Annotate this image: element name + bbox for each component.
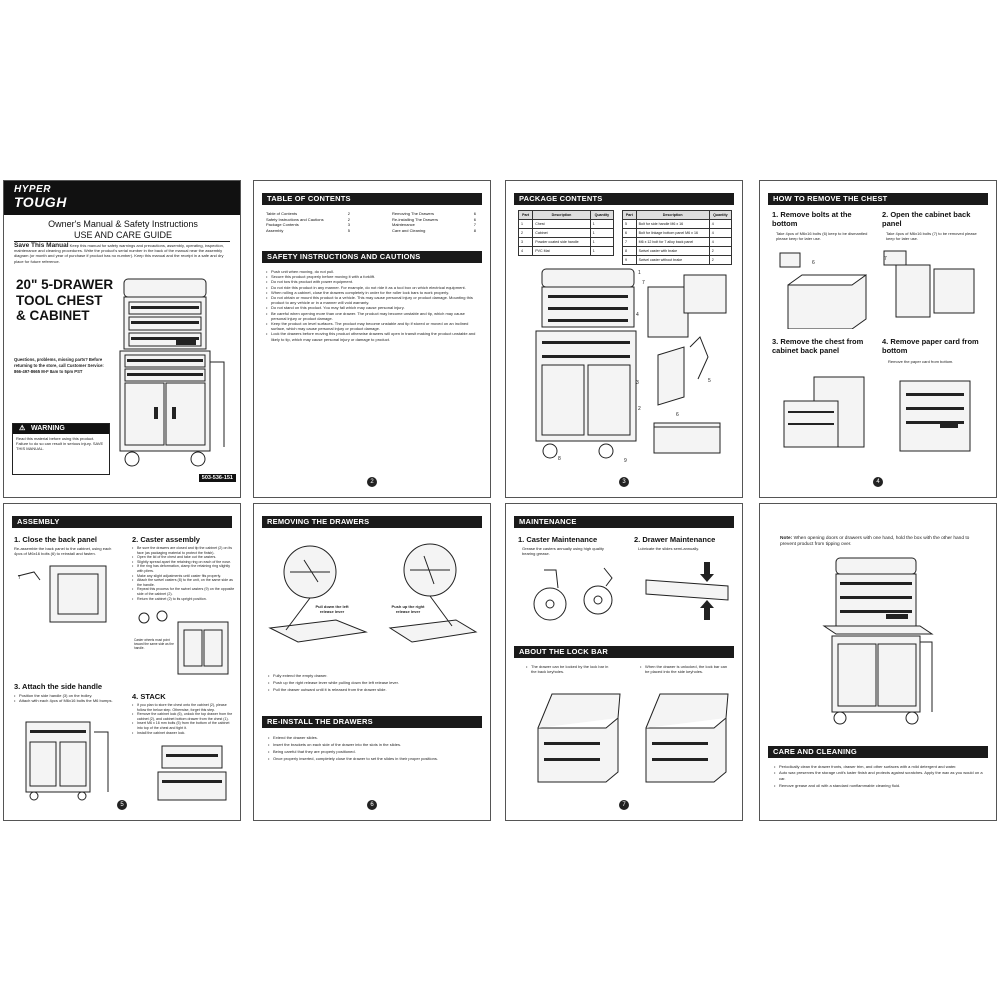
page-4 — [759, 180, 997, 498]
caster-list: • Be sure the drawers are closed and tip the cabinet (2) on its face (as packaging material to protect the finish). • Open the lid of the chest and take out the casters. • Slightly spread apart the retaining ring on each of the nose. • If the ring has deformation, clamp the retaining ring slightly with pliers. • Make any slight adjustments until caster fits properly. • Attach the swivel casters (8) to the unit, on the same side as the handle. • Repeat this process for the swivel casters (9) on the opposite side of the cabinet (2). • Return the cabinet (2) to its upright position. — [132, 546, 236, 601]
safety-header: SAFETY INSTRUCTIONS AND CAUTIONS — [262, 251, 482, 263]
step-title: 3. Attach the side handle — [14, 682, 103, 691]
note-text: When opening doors or drawers with one hand, hold the box with the other hand to prevent product from tipping over. — [780, 536, 970, 548]
col-header: Quantity — [590, 211, 613, 220]
handle-list: • Position the side handle (3) on the trolley. • Attach with each 4pcs of M6x16 bolts the M6 bumps. — [14, 693, 122, 703]
toc-entry[interactable]: Re-installing The Drawers 6 — [392, 216, 476, 222]
safety-item: • Do not ride this product in any manner. For example, do not ride it as a tool box on which electrical equipment. — [266, 285, 478, 290]
step-title: 4. STACK — [132, 692, 166, 701]
step-title: 3. Remove the chest from cabinet back panel — [772, 337, 864, 355]
left-lever-label: Pull down the left release lever — [315, 604, 349, 615]
page-6 — [253, 503, 491, 821]
toc-entry[interactable]: Safety Instructions and Cautions 2 — [266, 216, 350, 222]
lock-bar-header: ABOUT THE LOCK BAR — [514, 646, 734, 658]
warning-box — [12, 423, 110, 475]
safety-item: • Lock the drawers before moving this product otherwise drawers will open in transit making the product unstable and likely to tip, which may cause personal injury or damage to product. — [266, 331, 478, 341]
remove-chest-illustration — [774, 371, 984, 471]
removing-drawers-header: REMOVING THE DRAWERS — [262, 516, 482, 528]
manual-title: Owner's Manual & Safety Instructions — [48, 219, 198, 229]
toc-entry[interactable]: Package Contents 3 — [266, 222, 350, 228]
toc-entry[interactable]: Table of Contents 2 — [266, 211, 350, 216]
step-title: 2. Open the cabinet back panel — [882, 210, 971, 228]
step-title: 1. Close the back panel — [14, 535, 97, 544]
page-number: 2 — [367, 477, 377, 487]
product-line-2: TOOL CHEST — [16, 292, 103, 308]
col-header: Quantity — [709, 211, 731, 220]
back-panel-illustration — [14, 562, 124, 626]
callout: 6 — [676, 412, 679, 418]
note-label: Note: — [780, 536, 793, 541]
save-manual-text: Keep this manual for safety warnings and precautions, assembly, operating, inspection, maintenance and cleaning procedures. Write the product's serial number in the back of the manual near the assembly diagram (or month and year of purchase if product has no number). Keep this manual and the receipt in a safe and dry place for future reference. — [14, 243, 224, 264]
callout: 4 — [636, 312, 639, 318]
customer-service-text: Questions, problems, missing parts? Before returning to the store, call Customer Service: 866-497-8665 M-F 8am to 5pm PST — [14, 357, 104, 374]
callout: 3 — [636, 380, 639, 386]
toc-entry[interactable]: Care and Cleaning 8 — [392, 227, 476, 233]
warning-text: Read this material before using this product. Failure to do so can result in serious injury. SAVE THIS MANUAL. — [16, 436, 104, 452]
table-row: 8 Swivel caster with brake 2 — [623, 247, 732, 256]
page-7 — [505, 503, 743, 821]
remove-chest-header: HOW TO REMOVE THE CHEST — [768, 193, 988, 205]
brand-line-1: HYPER — [14, 184, 51, 195]
remove-bolts-illustration — [774, 245, 984, 329]
callout: 7 — [884, 256, 887, 262]
lock-bar-right: • When the drawer is unlocked, the lock bar can be placed into the side keyholes. — [640, 664, 728, 674]
callout: 9 — [624, 458, 627, 464]
lock-bar-left: • The drawer can be locked by the lock bar in the back keyholes. — [526, 664, 612, 674]
col-header: Description — [636, 211, 709, 220]
safety-item: • When rolling a cabinet, close the drawers completely in order for the roller lock bars to work properly. — [266, 290, 478, 295]
product-line-1: 20" 5-DRAWER — [16, 277, 114, 292]
parts-table-1 — [518, 210, 614, 256]
maintenance-header: MAINTENANCE — [514, 516, 734, 528]
care-item: • Periodically clean the drawer fronts, drawer trim, and other surfaces with a mild detergent and water. — [774, 764, 986, 770]
step-title: 2. Caster assembly — [132, 535, 200, 544]
assembly-header: ASSEMBLY — [12, 516, 232, 528]
callout: 7 — [642, 280, 645, 286]
table-row: 1 Chest 1 — [519, 220, 614, 229]
product-line-3: & CABINET — [16, 308, 90, 323]
page-number: 6 — [367, 800, 377, 810]
callout: 5 — [708, 378, 711, 384]
cover-page — [3, 180, 241, 498]
right-lever-label: Push up the right release lever — [391, 604, 425, 615]
warning-label: WARNING — [31, 425, 65, 432]
open-drawer-illustration — [820, 556, 940, 726]
safety-item: • Do not obtain or mount this product to a vehicle. This may cause personal injury or product damage. Mounting this product to any vehicle or in a manner will void warranty. — [266, 295, 478, 305]
table-row: 2 Cabinet 1 — [519, 229, 614, 238]
tipping-note — [780, 536, 980, 549]
maintenance-illustration — [518, 560, 732, 634]
table-row: 6 Bolt for linkage bottom panel M6 x 16 4 — [623, 229, 732, 238]
lock-bar-illustration — [522, 688, 732, 784]
page-number: 3 — [619, 477, 629, 487]
step-title: 1. Remove bolts at the bottom — [772, 210, 852, 228]
safety-item: • Push unit when moving, do not pull. — [266, 269, 478, 274]
table-row: 7 M6 x 12 bolt for 7 alloy back panel 4 — [623, 238, 732, 247]
table-row: 9 Swivel caster without brake 2 — [623, 256, 732, 265]
release-lever-illustration — [266, 542, 480, 652]
step-title: 2. Drawer Maintenance — [634, 535, 716, 544]
step-title: 1. Caster Maintenance — [518, 535, 598, 544]
page-number: 4 — [873, 477, 883, 487]
package-contents-header: PACKAGE CONTENTS — [514, 193, 734, 205]
safety-item: • Do not stand on this product. You may fall which may cause personal injury. — [266, 305, 478, 310]
safety-item: • Do not tow this product with power equipment. — [266, 279, 478, 284]
side-handle-illustration — [16, 712, 120, 802]
care-item: • Auto wax preserves the storage unit's luster finish and protects against scratches. Apply the wax as you would on a car. — [774, 770, 986, 782]
reinstall-header: RE-INSTALL THE DRAWERS — [262, 716, 482, 728]
col-header: Part — [623, 211, 637, 220]
brand-line-2: TOUGH — [14, 194, 67, 210]
page-8 — [759, 503, 997, 821]
reinstall-steps: • Extend the drawer slides. • Insert the brackets on each side of the drawer into the slots in the slides. • Being careful that they are properly positioned. • Once properly inserted, completely close the drawer to set the slides in their proper positions. — [268, 734, 478, 762]
callout: 1 — [638, 270, 641, 276]
toc-entry[interactable]: Assembly 5 — [266, 227, 350, 233]
save-manual-paragraph — [14, 243, 232, 264]
page-number: 7 — [619, 800, 629, 810]
toc-left — [266, 211, 350, 233]
guide-title: USE AND CARE GUIDE — [73, 230, 173, 240]
product-name — [16, 277, 113, 324]
tool-chest-illustration — [116, 277, 234, 469]
warning-header — [13, 424, 109, 434]
toc-entry[interactable]: Removing The Drawers 6 — [392, 211, 476, 216]
col-header: Part — [519, 211, 533, 220]
table-row: 5 Bolt for side handle M6 x 16 4 — [623, 220, 732, 229]
page-3 — [505, 180, 743, 498]
step-text: Take 4pcs of M6x16 bolts (7) to be removed please keep for later use. — [886, 231, 977, 242]
page-2 — [253, 180, 491, 498]
toc-right — [392, 211, 476, 233]
step-text: Take 4pcs of M6x16 bolts (6) keep to be dismantled please keep for later use. — [776, 231, 868, 242]
step-text: Lubricate the slides semi-annually. — [638, 546, 700, 551]
table-row: 3 Powder coated side handle 1 — [519, 238, 614, 247]
page-5 — [3, 503, 241, 821]
parts-diagram — [514, 267, 736, 477]
step-text: Grease the casters annually using high quality bearing grease. — [522, 546, 604, 557]
callout: 2 — [638, 406, 641, 412]
callout: 7 — [18, 575, 21, 581]
step-title: 4. Remove paper card from bottom — [882, 337, 979, 355]
col-header: Description — [533, 211, 590, 220]
care-item: • Remove grease and oil with a standard nonflammable cleaning fluid. — [774, 783, 986, 789]
table-row: 4 PVC Mat 1 — [519, 247, 614, 256]
toc-entry[interactable]: Maintenance 7 — [392, 222, 476, 228]
caster-note: Caster wheels must point toward the same side as the handle. — [134, 638, 174, 650]
care-cleaning-header: CARE AND CLEANING — [768, 746, 988, 758]
parts-table-2 — [622, 210, 732, 265]
save-manual-heading: Save This Manual — [14, 242, 69, 249]
safety-item: • Secure this product properly before moving it with a forklift. — [266, 274, 478, 279]
step-text: Re-assemble the back panel to the cabinet, using each 4pcs of M6x16 bolts (6) to reinstall and fasten. — [14, 546, 112, 557]
care-list — [774, 764, 986, 789]
warning-triangle-icon: ⚠ — [19, 425, 26, 432]
stack-illustration — [154, 744, 234, 802]
model-number: 503-536-151 — [199, 474, 236, 482]
toc-header: TABLE OF CONTENTS — [262, 193, 482, 205]
callout: 6 — [812, 260, 815, 266]
safety-item: • Be careful when opening more than one drawer. The product may become unstable and tip, which may cause personal injury or product damage. — [266, 311, 478, 321]
safety-item: • Keep the product on level surfaces. The product may become unstable and tip if stored or moved on an inclined surface, which may cause personal injury or product damage. — [266, 321, 478, 331]
page-number: 5 — [117, 800, 127, 810]
safety-list — [266, 269, 478, 342]
step-text: Remove the paper card from bottom. — [888, 359, 954, 364]
brand-logo — [4, 181, 240, 215]
removing-steps: • Fully extend the empty drawer. • Push up the right release lever while pulling down the left release lever. • Pull the drawer outward until it is released from the drawer slide. — [268, 672, 478, 693]
callout: 8 — [558, 456, 561, 462]
stack-list: • If you plan to store the chest onto the cabinet (2), please follow the below step. Otherwise, forget this step. • Remove the cabinet lock (6), unlock the top drawer from the cabinet (2), and cabinet bottom drawer from the chest (1). • Insert M6 x 16 mm bolts (5) from the bottom of the cabinet into top of the chest and tight it. • Install the cabinet drawer lock. — [132, 703, 236, 735]
